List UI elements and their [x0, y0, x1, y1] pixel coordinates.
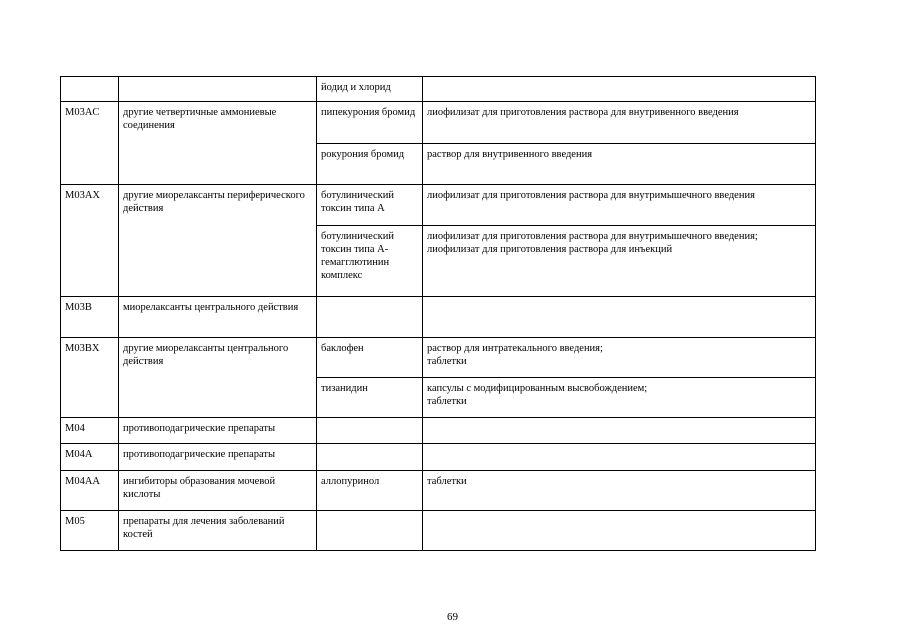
group-name-cell: миорелаксанты центрального действия	[119, 297, 317, 338]
drug-name-cell	[317, 511, 423, 551]
dosage-form-cell: таблетки	[423, 471, 816, 511]
dosage-form-line: таблетки	[427, 396, 467, 407]
atc-code-cell: M04AA	[61, 471, 119, 511]
group-name-cell: противоподагрические препараты	[119, 444, 317, 471]
dosage-form-cell	[423, 338, 816, 378]
table-row	[61, 511, 816, 551]
dosage-form-cell: раствор для внутривенного введения	[423, 144, 816, 185]
dosage-form-cell	[423, 226, 816, 297]
table-row	[61, 77, 816, 102]
dosage-form-line: раствор для интратекального введения;	[427, 343, 603, 354]
page-number: 69	[447, 611, 458, 623]
dosage-form-cell	[423, 418, 816, 444]
drug-name-cell	[317, 418, 423, 444]
drug-name-cell: йодид и хлорид	[317, 77, 423, 102]
table-row	[61, 471, 816, 511]
group-name-cell	[119, 77, 317, 102]
table-row	[61, 338, 816, 378]
dosage-form-line: таблетки	[427, 356, 467, 367]
table-row	[61, 102, 816, 144]
dosage-form-line: лиофилизат для приготовления раствора для инъекций	[427, 244, 673, 255]
group-name-cell: противоподагрические препараты	[119, 418, 317, 444]
table-row	[61, 418, 816, 444]
group-name-cell: другие миорелаксанты периферического действия	[119, 185, 317, 297]
atc-code-cell: M03AC	[61, 102, 119, 185]
group-name-cell: другие четвертичные аммониевые соединения	[119, 102, 317, 185]
dosage-form-line: капсулы с модифицированным высвобождением;	[427, 383, 648, 394]
atc-code-cell: M04A	[61, 444, 119, 471]
drug-name-cell: тизанидин	[317, 378, 423, 418]
drug-name-cell: аллопуринол	[317, 471, 423, 511]
drug-name-cell: пипекурония бромид	[317, 102, 423, 144]
dosage-form-line: лиофилизат для приготовления раствора для внутримышечного введения;	[427, 231, 758, 242]
atc-code-cell: M04	[61, 418, 119, 444]
dosage-form-cell: лиофилизат для приготовления раствора для внутримышечного введения	[423, 185, 816, 226]
group-name-cell: препараты для лечения заболеваний костей	[119, 511, 317, 551]
drug-name-cell	[317, 297, 423, 338]
group-name-cell: ингибиторы образования мочевой кислоты	[119, 471, 317, 511]
atc-code-cell: M03BX	[61, 338, 119, 418]
dosage-form-cell	[423, 444, 816, 471]
dosage-form-cell: лиофилизат для приготовления раствора для внутривенного введения	[423, 102, 816, 144]
atc-code-cell: M03B	[61, 297, 119, 338]
dosage-form-cell	[423, 297, 816, 338]
drug-name-cell	[317, 444, 423, 471]
dosage-form-cell	[423, 378, 816, 418]
table-row	[61, 297, 816, 338]
group-name-cell: другие миорелаксанты центрального действия	[119, 338, 317, 418]
atc-code-cell: M03AX	[61, 185, 119, 297]
table-row	[61, 444, 816, 471]
drug-name-cell: ботулинический токсин типа A	[317, 185, 423, 226]
drug-name-cell: ботулинический токсин типа A-гемагглютинин комплекс	[317, 226, 423, 297]
drug-name-cell: рокурония бромид	[317, 144, 423, 185]
dosage-form-cell	[423, 77, 816, 102]
atc-code-cell: M05	[61, 511, 119, 551]
dosage-form-cell	[423, 511, 816, 551]
drug-name-cell: баклофен	[317, 338, 423, 378]
table-row	[61, 185, 816, 226]
drug-classification-table	[60, 76, 816, 551]
atc-code-cell	[61, 77, 119, 102]
